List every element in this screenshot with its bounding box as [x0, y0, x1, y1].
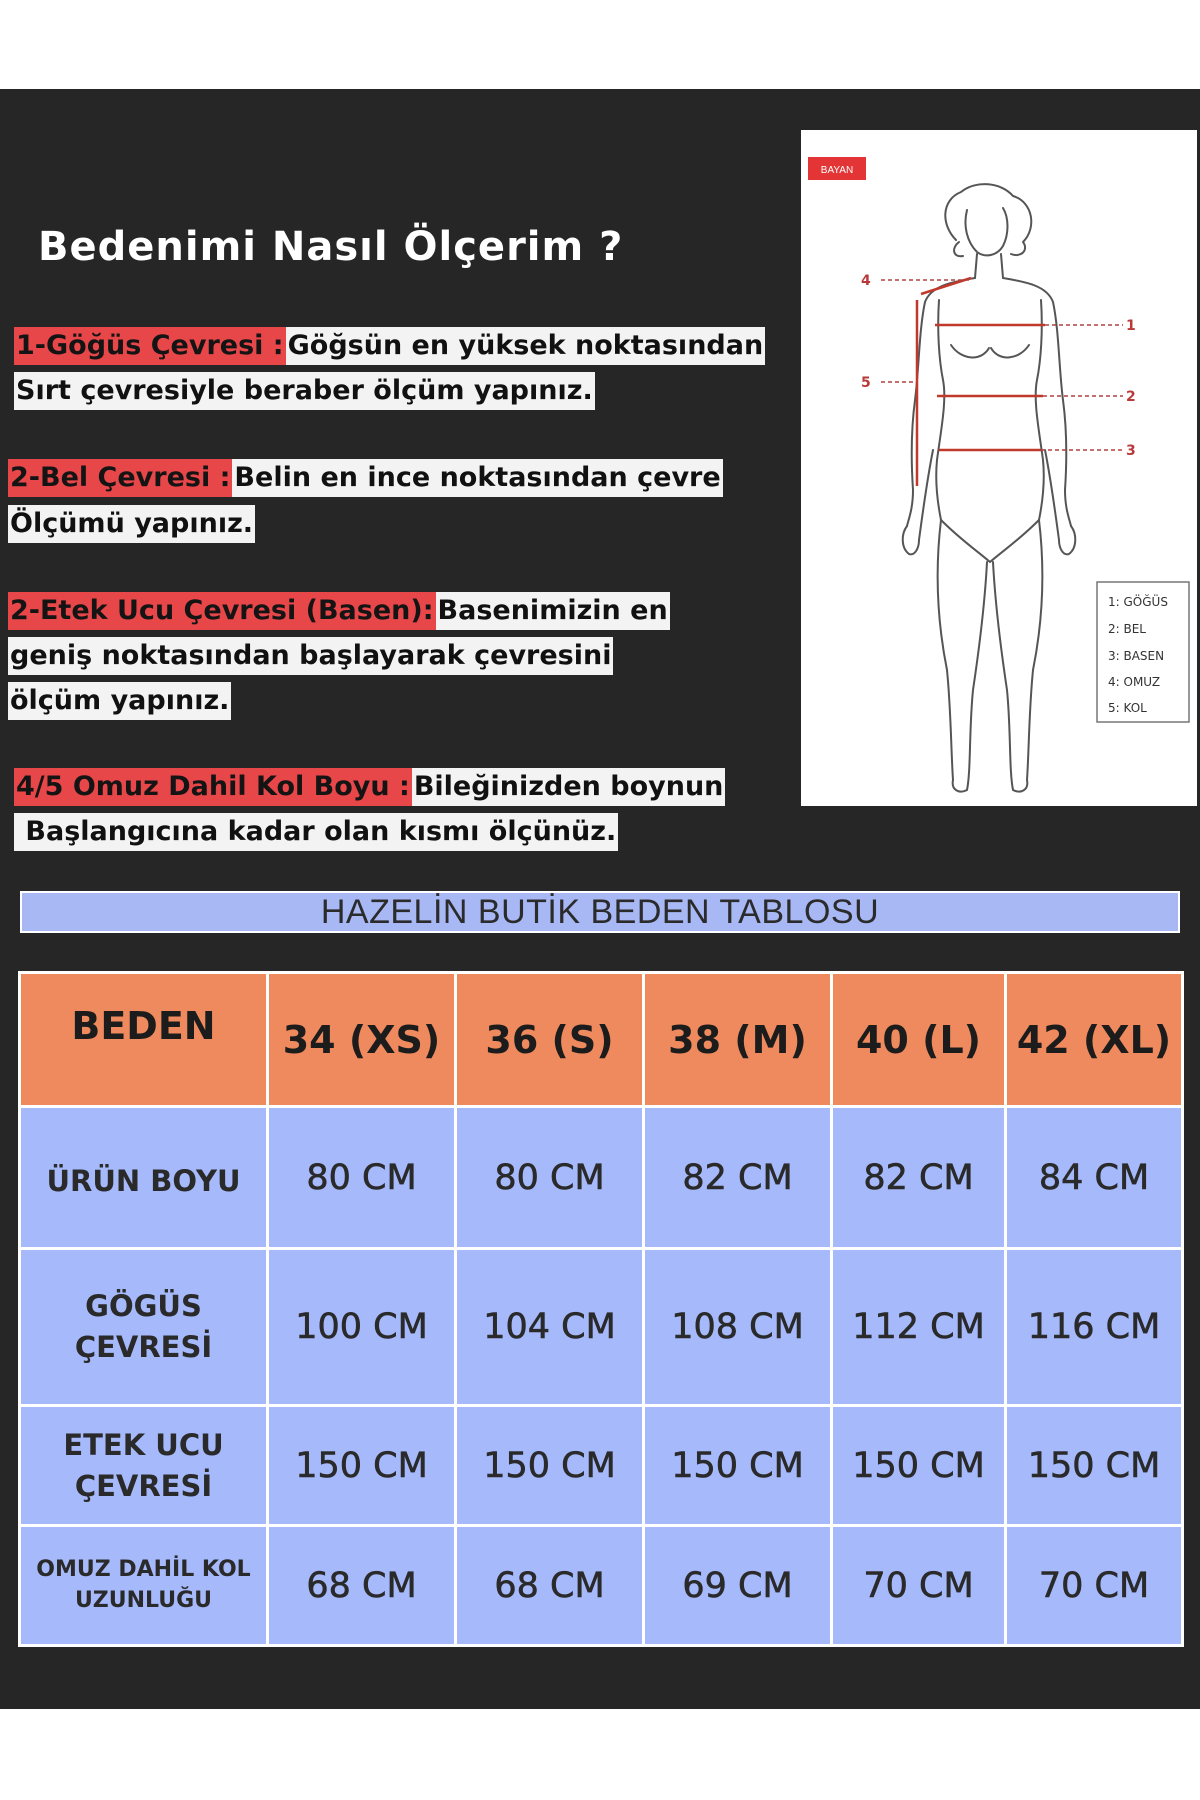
marker-3: 3 — [1126, 443, 1136, 459]
measurement-lines — [917, 278, 1045, 486]
size-table — [18, 971, 1184, 1647]
header-beden: BEDEN — [20, 973, 268, 1107]
marker-5: 5 — [861, 375, 871, 391]
table-row — [20, 1107, 1183, 1249]
table-cell: 84 CM — [1006, 1107, 1183, 1249]
marker-4: 4 — [861, 273, 871, 289]
instruction-1-label: 1-Göğüs Çevresi : — [14, 327, 286, 365]
instruction-2-line-2 — [8, 505, 255, 543]
table-cell: 70 CM — [832, 1526, 1006, 1646]
instruction-1-text: Göğsün en yüksek noktasından — [286, 327, 766, 365]
table-cell: 150 CM — [268, 1406, 456, 1526]
instruction-3-line-1 — [8, 592, 670, 630]
table-cell: 150 CM — [832, 1406, 1006, 1526]
table-cell: 82 CM — [644, 1107, 832, 1249]
instruction-4-line-1 — [14, 768, 725, 806]
table-cell: 116 CM — [1006, 1249, 1183, 1406]
table-row — [20, 1526, 1183, 1646]
measurement-markers — [861, 273, 1136, 459]
row-label-text: OMUZ DAHİL KOL — [36, 1556, 251, 1582]
header-size-xl: 42 (XL) — [1006, 973, 1183, 1107]
instruction-2-line-1 — [8, 459, 723, 497]
legend-item-1: 1: GÖĞÜS — [1108, 595, 1168, 609]
row-label-text-2: ÇEVRESİ — [74, 1330, 213, 1364]
legend-item-2: 2: BEL — [1108, 622, 1146, 636]
row-label-text: GÖGÜS — [85, 1289, 202, 1324]
instruction-4-text: Bileğinizden boynun — [412, 768, 726, 806]
row-label-text: ETEK UCU — [63, 1427, 224, 1462]
instruction-2-label: 2-Bel Çevresi : — [8, 459, 232, 497]
instruction-4-line-2 — [14, 813, 618, 851]
row-label-omuz-dahil-kol-uzunlugu — [20, 1526, 268, 1646]
row-label-etek-ucu-cevresi — [20, 1406, 268, 1526]
table-cell: 100 CM — [268, 1249, 456, 1406]
instruction-3-text-3: ölçüm yapınız. — [8, 682, 231, 720]
table-title: HAZELİN BUTİK BEDEN TABLOSU — [20, 891, 1180, 933]
table-cell: 69 CM — [644, 1526, 832, 1646]
instruction-3-label: 2-Etek Ucu Çevresi (Basen): — [8, 592, 436, 630]
table-cell: 68 CM — [456, 1526, 644, 1646]
marker-2: 2 — [1126, 389, 1136, 405]
row-label-gogus-cevresi — [20, 1249, 268, 1406]
instruction-1-line-1 — [14, 327, 765, 365]
marker-1: 1 — [1126, 318, 1136, 334]
header-size-xs: 34 (XS) — [268, 973, 456, 1107]
instruction-2-text-2: Ölçümü yapınız. — [8, 505, 255, 543]
row-label-text-2: ÇEVRESİ — [74, 1468, 213, 1503]
table-row — [20, 1406, 1183, 1526]
instruction-1-text-2: Sırt çevresiyle beraber ölçüm yapınız. — [14, 372, 595, 410]
table-cell: 70 CM — [1006, 1526, 1183, 1646]
page-title: Bedenimi Nasıl Ölçerim ? — [38, 224, 624, 270]
row-label-text-2: UZUNLUĞU — [74, 1587, 213, 1613]
table-cell: 150 CM — [644, 1406, 832, 1526]
instruction-3-text-2: geniş noktasından başlayarak çevresini — [8, 637, 613, 675]
body-measurement-figure — [801, 130, 1197, 806]
legend-item-4: 4: OMUZ — [1108, 675, 1161, 689]
row-label-text: ÜRÜN BOYU — [46, 1164, 241, 1199]
table-row — [20, 1249, 1183, 1406]
table-cell: 150 CM — [456, 1406, 644, 1526]
table-cell: 80 CM — [456, 1107, 644, 1249]
table-header-row — [20, 973, 1183, 1107]
table-cell: 104 CM — [456, 1249, 644, 1406]
bayan-tag-text: BAYAN — [820, 165, 854, 176]
header-size-l: 40 (L) — [832, 973, 1006, 1107]
header-size-m: 38 (M) — [644, 973, 832, 1107]
table-cell: 112 CM — [832, 1249, 1006, 1406]
table-cell: 150 CM — [1006, 1406, 1183, 1526]
table-cell: 68 CM — [268, 1526, 456, 1646]
legend-item-5: 5: KOL — [1108, 701, 1147, 715]
legend-item-3: 3: BASEN — [1108, 649, 1165, 663]
instruction-1-line-2 — [14, 372, 595, 410]
instruction-3-line-2 — [8, 637, 613, 675]
woman-outline-icon — [903, 184, 1076, 791]
instruction-4-text-2: Başlangıcına kadar olan kısmı ölçünüz. — [14, 813, 618, 851]
instruction-2-text: Belin en ince noktasından çevre — [232, 459, 722, 497]
instruction-3-line-3 — [8, 682, 231, 720]
row-label-urun-boyu — [20, 1107, 268, 1249]
table-cell: 80 CM — [268, 1107, 456, 1249]
table-cell: 82 CM — [832, 1107, 1006, 1249]
instruction-4-label: 4/5 Omuz Dahil Kol Boyu : — [14, 768, 412, 806]
table-cell: 108 CM — [644, 1249, 832, 1406]
instruction-3-text: Basenimizin en — [436, 592, 670, 630]
header-size-s: 36 (S) — [456, 973, 644, 1107]
